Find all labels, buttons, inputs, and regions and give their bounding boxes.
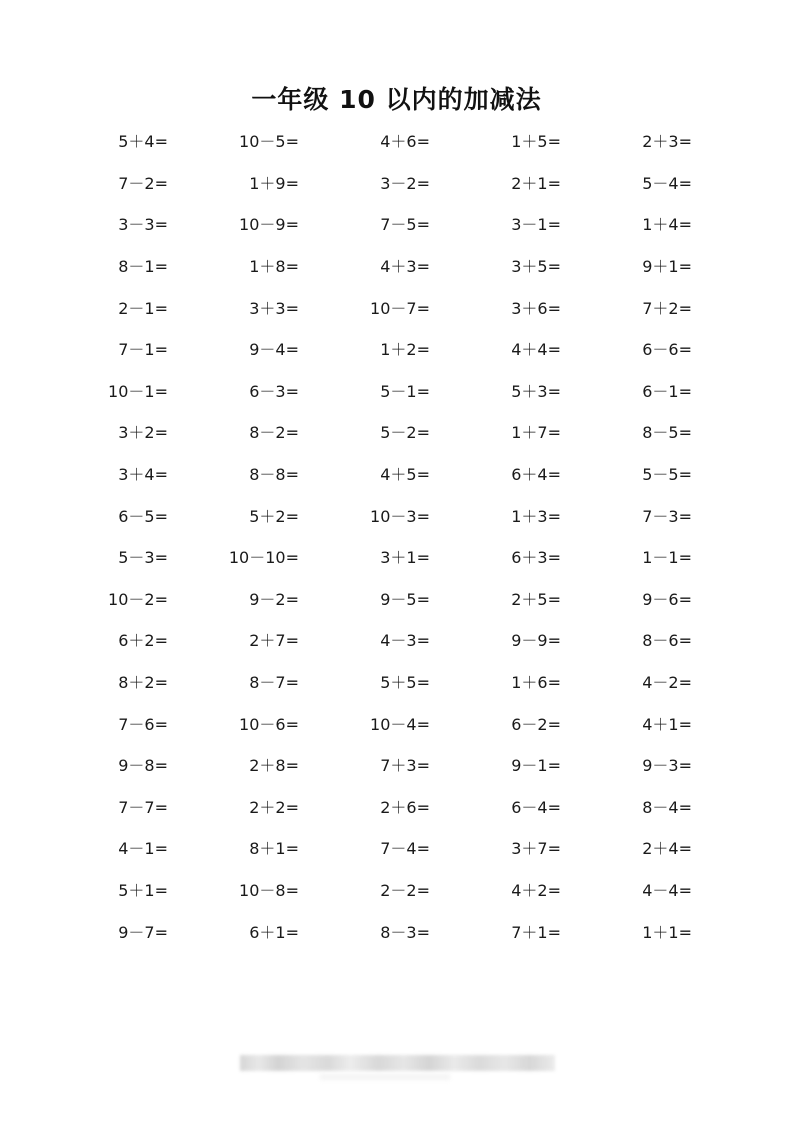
math-problem: 4－1=: [118, 839, 168, 859]
math-problem: 9－6=: [642, 589, 692, 609]
math-problem: 10－3=: [370, 506, 430, 526]
math-problem: 8－1=: [118, 257, 168, 277]
math-problem: 5＋3=: [511, 381, 561, 401]
math-problem: 5＋2=: [249, 506, 299, 526]
math-problem: 6－3=: [249, 381, 299, 401]
math-problem: 7＋3=: [380, 756, 430, 776]
math-problem: 1＋3=: [511, 506, 561, 526]
math-problem: 8－6=: [642, 631, 692, 651]
math-problem: 5－1=: [380, 381, 430, 401]
footer-watermark: [240, 1055, 555, 1071]
math-problem: 6－1=: [642, 381, 692, 401]
math-problem: 2＋6=: [380, 797, 430, 817]
math-problem: 7－4=: [380, 839, 430, 859]
math-problem: 1＋9=: [249, 173, 299, 193]
math-problem: 1－1=: [642, 548, 692, 568]
math-problem: 4＋1=: [642, 714, 692, 734]
math-problem: 7－3=: [642, 506, 692, 526]
math-problem: 1＋2=: [380, 340, 430, 360]
math-problem: 9－2=: [249, 589, 299, 609]
math-problem: 9－1=: [511, 756, 561, 776]
math-problem: 10－6=: [239, 714, 299, 734]
math-problem: 6＋3=: [511, 548, 561, 568]
page-title: 一年级 10 以内的加减法: [251, 85, 542, 114]
math-problem: 9－3=: [642, 756, 692, 776]
math-problem: 4－4=: [642, 880, 692, 900]
math-problem: 8－2=: [249, 423, 299, 443]
math-problem: 5－4=: [642, 173, 692, 193]
math-problem: 6＋2=: [118, 631, 168, 651]
math-problem: 8－3=: [380, 922, 430, 942]
math-problem: 7＋2=: [642, 298, 692, 318]
math-problem: 9－9=: [511, 631, 561, 651]
math-problem: 4＋6=: [380, 132, 430, 152]
math-problem: 8＋2=: [118, 673, 168, 693]
math-problem: 5＋1=: [118, 880, 168, 900]
math-problem: 2＋2=: [249, 797, 299, 817]
math-problem: 8－8=: [249, 465, 299, 485]
math-problem: 2＋8=: [249, 756, 299, 776]
math-problem: 2＋4=: [642, 839, 692, 859]
math-problem: 8－4=: [642, 797, 692, 817]
math-problem: 7－7=: [118, 797, 168, 817]
math-problem: 3＋1=: [380, 548, 430, 568]
math-problem: 1＋8=: [249, 257, 299, 277]
math-problem: 4－2=: [642, 673, 692, 693]
math-problem: 7＋1=: [511, 922, 561, 942]
math-problem: 3＋6=: [511, 298, 561, 318]
math-problem: 3＋7=: [511, 839, 561, 859]
math-problem: 7－5=: [380, 215, 430, 235]
math-problem: 2＋5=: [511, 589, 561, 609]
math-problem: 6－6=: [642, 340, 692, 360]
math-problem: 10－5=: [239, 132, 299, 152]
math-problem: 1＋4=: [642, 215, 692, 235]
math-problem: 1＋1=: [642, 922, 692, 942]
math-problem: 3＋2=: [118, 423, 168, 443]
math-problem: 4－3=: [380, 631, 430, 651]
math-problem: 9＋1=: [642, 257, 692, 277]
math-problem: 9－8=: [118, 756, 168, 776]
math-problem: 3－2=: [380, 173, 430, 193]
math-problem: 6－5=: [118, 506, 168, 526]
math-problem: 2＋3=: [642, 132, 692, 152]
math-problem: 10－10=: [228, 548, 299, 568]
math-problem: 9－7=: [118, 922, 168, 942]
math-problem: 3－3=: [118, 215, 168, 235]
math-problem: 6＋1=: [249, 922, 299, 942]
math-problem: 10－9=: [239, 215, 299, 235]
math-problem: 10－8=: [239, 880, 299, 900]
footer-watermark-line: [320, 1074, 450, 1080]
problem-grid: [65, 120, 725, 952]
math-problem: 9－4=: [249, 340, 299, 360]
math-problem: 6－2=: [511, 714, 561, 734]
math-problem: 5－3=: [118, 548, 168, 568]
math-problem: 5－5=: [642, 465, 692, 485]
math-problem: 8－7=: [249, 673, 299, 693]
math-problem: 10－1=: [108, 381, 168, 401]
math-problem: 4＋4=: [511, 340, 561, 360]
math-problem: 1＋6=: [511, 673, 561, 693]
math-problem: 1＋5=: [511, 132, 561, 152]
math-problem: 5－2=: [380, 423, 430, 443]
math-problem: 5＋5=: [380, 673, 430, 693]
math-problem: 8－5=: [642, 423, 692, 443]
math-problem: 10－4=: [370, 714, 430, 734]
math-problem: 8＋1=: [249, 839, 299, 859]
math-problem: 10－2=: [108, 589, 168, 609]
math-problem: 3＋3=: [249, 298, 299, 318]
math-problem: 2＋7=: [249, 631, 299, 651]
math-problem: 7－6=: [118, 714, 168, 734]
math-problem: 3＋5=: [511, 257, 561, 277]
math-problem: 2－2=: [380, 880, 430, 900]
math-problem: 2－1=: [118, 298, 168, 318]
math-problem: 10－7=: [370, 298, 430, 318]
math-problem: 1＋7=: [511, 423, 561, 443]
math-problem: 3－1=: [511, 215, 561, 235]
math-problem: 3＋4=: [118, 465, 168, 485]
math-problem: 7－1=: [118, 340, 168, 360]
math-problem: 6＋4=: [511, 465, 561, 485]
math-problem: 4＋5=: [380, 465, 430, 485]
math-problem: 4＋3=: [380, 257, 430, 277]
math-problem: 7－2=: [118, 173, 168, 193]
math-problem: 6－4=: [511, 797, 561, 817]
math-problem: 9－5=: [380, 589, 430, 609]
math-problem: 5＋4=: [118, 132, 168, 152]
math-problem: 4＋2=: [511, 880, 561, 900]
math-problem: 2＋1=: [511, 173, 561, 193]
